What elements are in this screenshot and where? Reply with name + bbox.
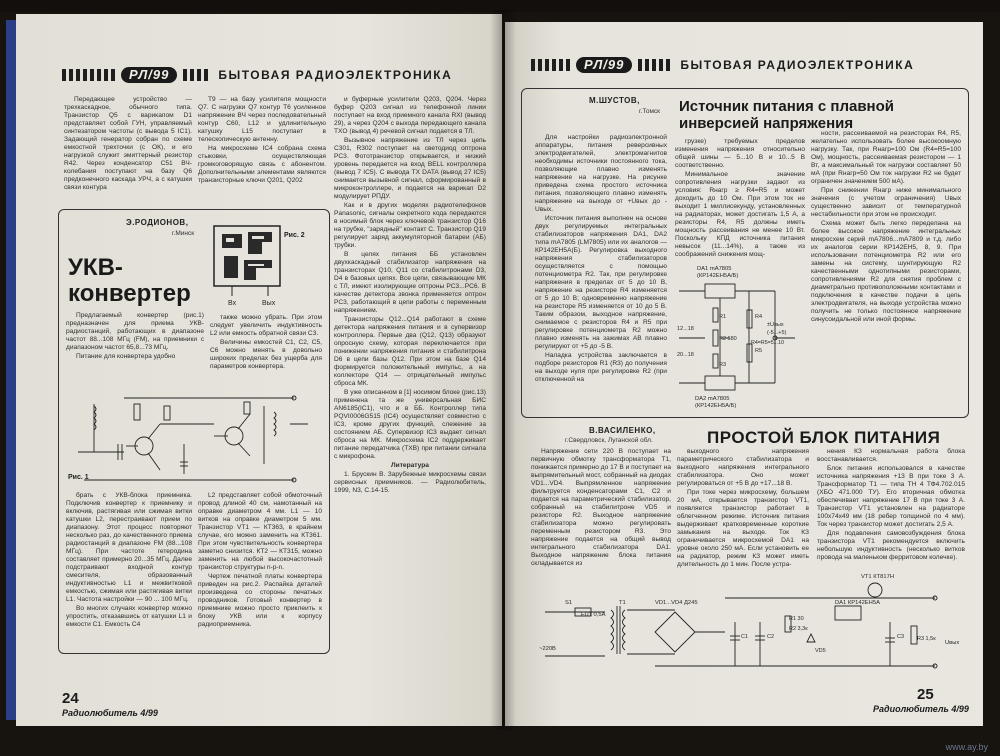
references-title: Литература — [391, 462, 429, 469]
paragraph: Вызывное напряжение из ТЛ через цепь С301, R302 поступает на светодиод оптрона PC3. Фототранзистор открывается, и низкий уровень передается на вход BELL контроллера (вывод 7 IC5). С вывода TX DATA (вывод 27 IC5) снимается вызывной сигнал, сформированный в микроконтроллере, и подается на варикап D2 модулирует РПДУ. — [334, 137, 486, 200]
article-author: Э.РОДИОНОВ, — [126, 218, 189, 227]
article-title: Источник питания с плавной инверсией напряжения — [679, 98, 895, 132]
article-title: ПРОСТОЙ БЛОК ПИТАНИЯ — [707, 428, 941, 447]
header-stripes — [62, 69, 115, 81]
reference-item: 1. Брускин В. Зарубежные микросхемы связи сервисных приемников. — Радиолюбитель, 1999, N3, С.14-15. — [334, 471, 486, 494]
power-supply-schematic — [535, 582, 955, 672]
text-column — [531, 448, 671, 569]
text-column — [210, 314, 322, 372]
paragraph: Источник питания выполнен на основе двух регулируемых интегральных стабилизаторов напряжения DA1, DA2 типа mA7805 (LM7805) или их аналогов — КР142ЕН5А(Б). Регулировка выходного напряжения стабилизаторов осуществляется с помощью потенциометра R2. Так, при регулировке напряжения в пределах от 5 до 10 В, напряжение на резисторе R4 изменяется от 5 до 10 В; одновременно напряжение на резисторе R5 изменяется от 10 до 5 В. Таким образом, выходное напряжение, снимаемое с резисторов R4 и R5 при регулировке потенциометра R2 можно плавно изменять на зажимах АВ плавно регулируют от +5 до -5 В. — [535, 215, 667, 350]
paragraph: На микросхеме IC4 собрана схема стыковки, осуществляющая громкоговорящую связь с абонентом. Дополнительными элементами являются транзисторные ключи Q201, Q202 — [198, 145, 326, 184]
paragraph: Наладка устройства заключается в подборе резисторов R1 (R3) до получения на выходе нуля при регулировке R2 (при отключенной на — [535, 352, 667, 383]
power-supply-circuit — [535, 582, 955, 672]
paragraph: грузке) требуемых пределов изменения напряжения относительно общей шины — 5...10 В и 10...5 В соответственно. — [675, 138, 805, 169]
paragraph: Блок питания использовался в качестве источника напряжения +13 В при токе 3 А. Трансформатор Т1 — типа ТН 4 ТФ4.702.015 (ХБО 471.000 ТУ). Его вторичная обмотка обеспечивает напряжение 17 В при токе 3 А. Транзистор VT1 установлен на радиаторе 100х74х49 мм (18 ребер толщиной по 4 мм). Ток через транзистор может достигать 2,5 А. — [817, 465, 965, 528]
paragraph: В целях питания ББ установлен двухкаскадный стабилизатор напряжения на транзисторах Q10, Q11 со стабилитронами D3, D4 в базовых цепях. Все цепи, связывающие МК с ТЛ, имеют изолирующие оптроны PC3...PC6. В качестве детектора звонка применяется оптрон PC3, работающий в цепи работы с переменным напряжением. — [334, 251, 486, 314]
journal-issue-left: Радиолюбитель 4/99 — [62, 708, 158, 718]
header-stripes — [638, 59, 670, 71]
r1-label: R1 30 — [789, 616, 804, 622]
c2-label: C2 — [767, 634, 775, 640]
paragraph: Для настройки радиоэлектронной аппаратуры, питания реверсивных электродвигателей, электромагнитов необходимы источники постоянного тока, позволяющие плавно изменять напряжение на нагрузке. На рисунке приведена схема простого источника питания, позволяющего плавно изменять напряжение на выходе от +Uвых до -Uвых. — [535, 134, 667, 213]
paragraph: L2 представляет собой обмоточный провод длиной 40 см, намотанный на оправке диаметром 4 мм. L1 — 10 витков на оправке диаметром 5 мм. Транзистор VT1 — КТ363, в крайнем случае, его можно заменить на КТ361. При этом чувствительность конвертера заметно снизится. КТ2 — КТ315, можно заменить на любой высокочастотный транзистор структуры n-p-n. — [198, 492, 322, 571]
paragraph: Питание для конвертера удобно — [76, 353, 176, 360]
paragraph: брать с УКВ-блока приемника. Подключив конвертер к приемнику и включив, растягивая или сжимая витки катушки L2, перестраивают прием по диапазону. Этот процесс повторяют несколько раз, до качественного приема радиостанций в диапазоне FM (88...108 МГц). При частоте гетеродина составляет примерно 20...35 МГц. Далее подстраивают входной контур смесителя, образованный индуктивностью L1 и межвитковой емкостью, сжимая или растягивая витки L1. Частота настройки — 90 ... 100 МГц. — [66, 492, 192, 603]
pcb-output-label: Вых — [262, 300, 276, 307]
gutter-shadow — [490, 10, 516, 730]
output-voltage-label: Uвых — [945, 640, 960, 646]
r3-label: R3 — [719, 362, 727, 368]
r2-label: R2 3,3к — [789, 626, 808, 632]
paragraph: При токе через микросхему, большем 20 мА, открывается транзистор VT1, появляется транзистор работает в облегченном режиме. Источник питания выдерживает кратковременные короткие замыкания на выходе. Ток КЗ ограничивается микросхемой DA1 на уровне около 250 мА. Если установить ее на радиатор, режим КЗ может иметь длительность до 1 мин. После устра- — [677, 489, 809, 568]
vt1-label: VT1 КТ817Н — [861, 574, 895, 580]
text-column — [66, 312, 204, 362]
r1-label: R1 — [719, 314, 727, 320]
author-city: г.Свердловск, Луганской обл. — [565, 437, 653, 444]
page-number-left: 24 — [62, 690, 79, 707]
r3-label: R3 1,5к — [917, 636, 936, 642]
text-column — [675, 138, 805, 260]
input-voltage-label-2: 20...18 — [677, 352, 694, 358]
paragraph: Для подавления самовозбуждения блока транзистора VT1 рекомендуется включить небольшую индуктивность (несколько витков провода на маленьком ферритовом колечке). — [817, 530, 965, 561]
text-column — [198, 96, 326, 186]
header-stripes — [183, 69, 208, 81]
text-column — [66, 492, 192, 630]
figure-2-label: Рис. 2 — [284, 232, 305, 239]
converter-circuit — [64, 384, 320, 488]
left-page — [16, 14, 502, 726]
switch-label: S1 — [565, 600, 573, 606]
watermark: www.ay.by — [945, 742, 988, 752]
paragraph: и буферные усилители Q203, Q204. Через буфер Q203 сигнал из телефонной линии поступает на вход приемного канала RXI (вывод 29), а через Q204 с выхода передающего канала TXO (вывод 4) речевой сигнал подается в ТЛ. — [334, 96, 486, 135]
vd5-label: VD5 — [815, 648, 826, 654]
paragraph: Предлагаемый конвертер (рис.1) предназначен для приема УКВ-радиостанций, работающих в диапазоне частот 88...108 МГц (FM), на приемники с диапазоном частот 65,8...73 МГц. — [66, 312, 204, 351]
paragraph: Величины емкостей С1, С2, С5, С6 можно менять в довольно широких пределах без ущерба для параметров конвертера. — [210, 339, 322, 370]
text-column — [535, 134, 667, 385]
diode-bridge-label: VD1...VD4 Д245 — [655, 600, 698, 606]
output-voltage-label: ±Uвых — [767, 322, 784, 328]
author-city: г.Минск — [172, 230, 195, 237]
article-title-line2: конвертер — [68, 280, 191, 307]
paragraph: Т9 — на базу усилителя мощности Q7. С нагрузки Q7 контур Т6 усиленное напряжение ВЧ через последовательный контур С60, L12 и удлинительную катушку L15 поступает в телескопическую антенну. — [198, 96, 326, 143]
magazine-logo: РЛ/99 — [121, 67, 177, 83]
text-column — [811, 130, 961, 325]
right-header — [531, 56, 914, 74]
author-city: г.Томск — [639, 108, 661, 115]
paragraph: При снижении Rнагр ниже минимального значения (с учетом ограничения) Uвых существенно зависит от температурной нестабильности при этом не происходит. — [811, 187, 961, 218]
text-column — [64, 96, 192, 193]
paragraph: Чертеж печатной платы конвертера приведен на рис.2. Распайка деталей произведена со стороны печатных проводников. Готовый конвертер в приемнике можно просто приклеить к блоку УКВ или к корпусу радиоприемника. — [198, 573, 322, 628]
article-author: М.ШУСТОВ, — [589, 96, 640, 105]
section-title: БЫТОВАЯ РАДИОЭЛЕКТРОНИКА — [218, 68, 453, 82]
paragraph: нения КЗ нормальная работа блока восстанавливается. — [817, 448, 965, 463]
paragraph: Во многих случаях конвертер можно упростить, отказавшись от катушки L1 и емкости С1. Емкость С4 — [66, 605, 192, 628]
output-range-label: (-5...+5) — [767, 330, 787, 336]
article-title-line1: УКВ- — [68, 254, 123, 281]
r2-label: R2 680 — [719, 336, 737, 342]
da2-label: DA2 mA7805 — [695, 396, 730, 402]
paragraph: Схема может быть легко переделана на более высокое напряжение интегральных микросхем серий mA7806...mA7809 и т.д. либо их аналогов серии КР142ЕН5, 8, 9. При использовании потенциометра R2 или его замены на систему, шунтирующую R2 качественными однотипными резисторами, сопротивлениями R2 для снятия проблем с диаметрально противоположными контактами и подключения в качестве подачи в цепь электродвигателя, на выходе устройства можно получить не только постоянное напряжение синусоидальной или иной формы. — [811, 220, 961, 323]
da1-label: DA1 КР142ЕН5А — [835, 600, 880, 606]
text-column — [817, 448, 965, 563]
r5-label: R5 — [755, 348, 763, 354]
fuse-label: FU1 0,5А — [581, 612, 606, 618]
r45-label: R4=R5=5...10 — [751, 340, 784, 346]
text-column — [198, 492, 322, 630]
magazine-logo: РЛ/99 — [576, 57, 632, 73]
r4-label: R4 — [755, 314, 763, 320]
converter-schematic — [64, 384, 320, 488]
paragraph: выходного напряжения параметрического стабилизатора и выходного напряжения интегрального стабилизатора. Оно может регулироваться от +5 В до +17...18 В. — [677, 448, 809, 487]
da1-type: (КР142ЕН5А/Б) — [697, 273, 739, 279]
left-header — [62, 66, 452, 84]
text-column — [334, 96, 486, 496]
c3-label: C3 — [897, 634, 905, 640]
right-page — [505, 22, 983, 726]
input-voltage-label: 12...18 — [677, 326, 694, 332]
paragraph: Передающее устройство — трехкаскадное, обычного типа. Транзистор Q5 с варикапом D1 представляет собой ГУН, управляемый синтезатором частоты (с вывода 5 IC1). Задающий генератор собран по схеме емкостной трехточки (с ОК), и его нагрузкой служит эмиттерный резистор R42. Через конденсатор С51 ВЧ-колебания поступают на базу Q6 предконечного каскада УРЧ, а с катушки связи контура — [64, 96, 192, 191]
figure-1-label: Рис. 1 — [68, 474, 89, 481]
paragraph: Минимальное значение сопротивления нагрузки задают из условия: Rнагр ≥ R4=R5 и может доходить до 10 Ом. При этом ток не выходит 1 миллисекунду, установленных на радиаторах, может достигать 1,5 А, а резисторы R4, R5 должны иметь мощность рассеивания не менее 10 Вт. Поскольку КПД источника питания невысок (11...14%), а также из соображений снижения мощ- — [675, 171, 805, 258]
article-author: В.ВАСИЛЕНКО, — [589, 426, 656, 435]
header-stripes — [531, 59, 570, 71]
c1-label: C1 — [741, 634, 749, 640]
mains-voltage-label: ~220В — [539, 646, 556, 652]
da2-type: (КР142ЕН5А/Б) — [695, 403, 737, 409]
paragraph: ности, рассеиваемой на резисторах R4, R5, желательно использовать более высокоомную нагрузку. Так, при Rнагр=100 Ом (R4=R5=100 Ом), мощность, рассеиваемая резистором — 1 Вт, а максимальный ток нагрузки составляет 50 мА (при Rнагр=50 Ом ток нагрузки R2 не будет ограничен значением 500 мА). — [811, 130, 961, 185]
paragraph: В уже описанном в [1] носимом блоке (рис.13) применена та же универсальная БИС AN6185(IC1), что и в ББ. Контроллер типа PQVI0006G515 (IC4) осуществляет совместно с IC3, кроме других функций, слежение за состоянием АБ. Супервизор IC3 выдает сигнал сброса на МК. Микросхема IC2 поддерживает питание передатчика (TXB) при питании сигнала с микрофона. — [334, 389, 486, 460]
text-column — [677, 448, 809, 570]
pcb-input-label: Вх — [228, 300, 237, 307]
transformer-label: T1 — [619, 600, 626, 606]
paragraph: также можно убрать. При этом следует увеличить индуктивность L2 или емкость обратной связи С3. — [210, 314, 322, 337]
journal-issue-right: Радиолюбитель 4/99 — [873, 704, 969, 714]
inverter-circuit — [675, 274, 807, 402]
section-title: БЫТОВАЯ РАДИОЭЛЕКТРОНИКА — [680, 58, 915, 72]
inverter-schematic — [675, 274, 807, 402]
page-number-right: 25 — [917, 686, 934, 703]
paragraph: Как и в других моделях радиотелефонов Panasonic, сигналы секретного кода передаются в носимый блок через ключевой транзистор Q16 на трубке, "зарядный" контакт C. Транзистор Q19 регулирует заряд аккумуляторной батареи (АБ) трубки. — [334, 202, 486, 249]
paragraph: Транзисторы Q12...Q14 работают в схеме детектора напряжения питания и в супервизор контроллера. Первые два (Q12, Q13) образуют опросную схему, которая переключается при понижении напряжения питания и стабилитрона D6 в цепи базы Q12. При этом на базе Q14 формируется положительный импульс, а на коллекторе Q14 — отрицательный импульс сброса МК. — [334, 316, 486, 387]
paragraph: Напряжение сети 220 В поступает на первичную обмотку трансформатора Т1, понижается примерно до 17 В и поступает на выпрямительный мост, собранный на диодах VD1...VD4. Выпрямленное напряжение фильтруется конденсаторами С1, С2 и подается на параметрический стабилизатор, собранный на стабилитроне VD5 и резисторе R2. Выходное напряжение стабилизатора можно регулировать переменным резистором R3. Это напряжение подается на общий вывод интегрального стабилизатора DA1. Выходное напряжение блока питания складывается из — [531, 448, 671, 567]
da1-label: DA1 mA7805 — [697, 266, 732, 272]
